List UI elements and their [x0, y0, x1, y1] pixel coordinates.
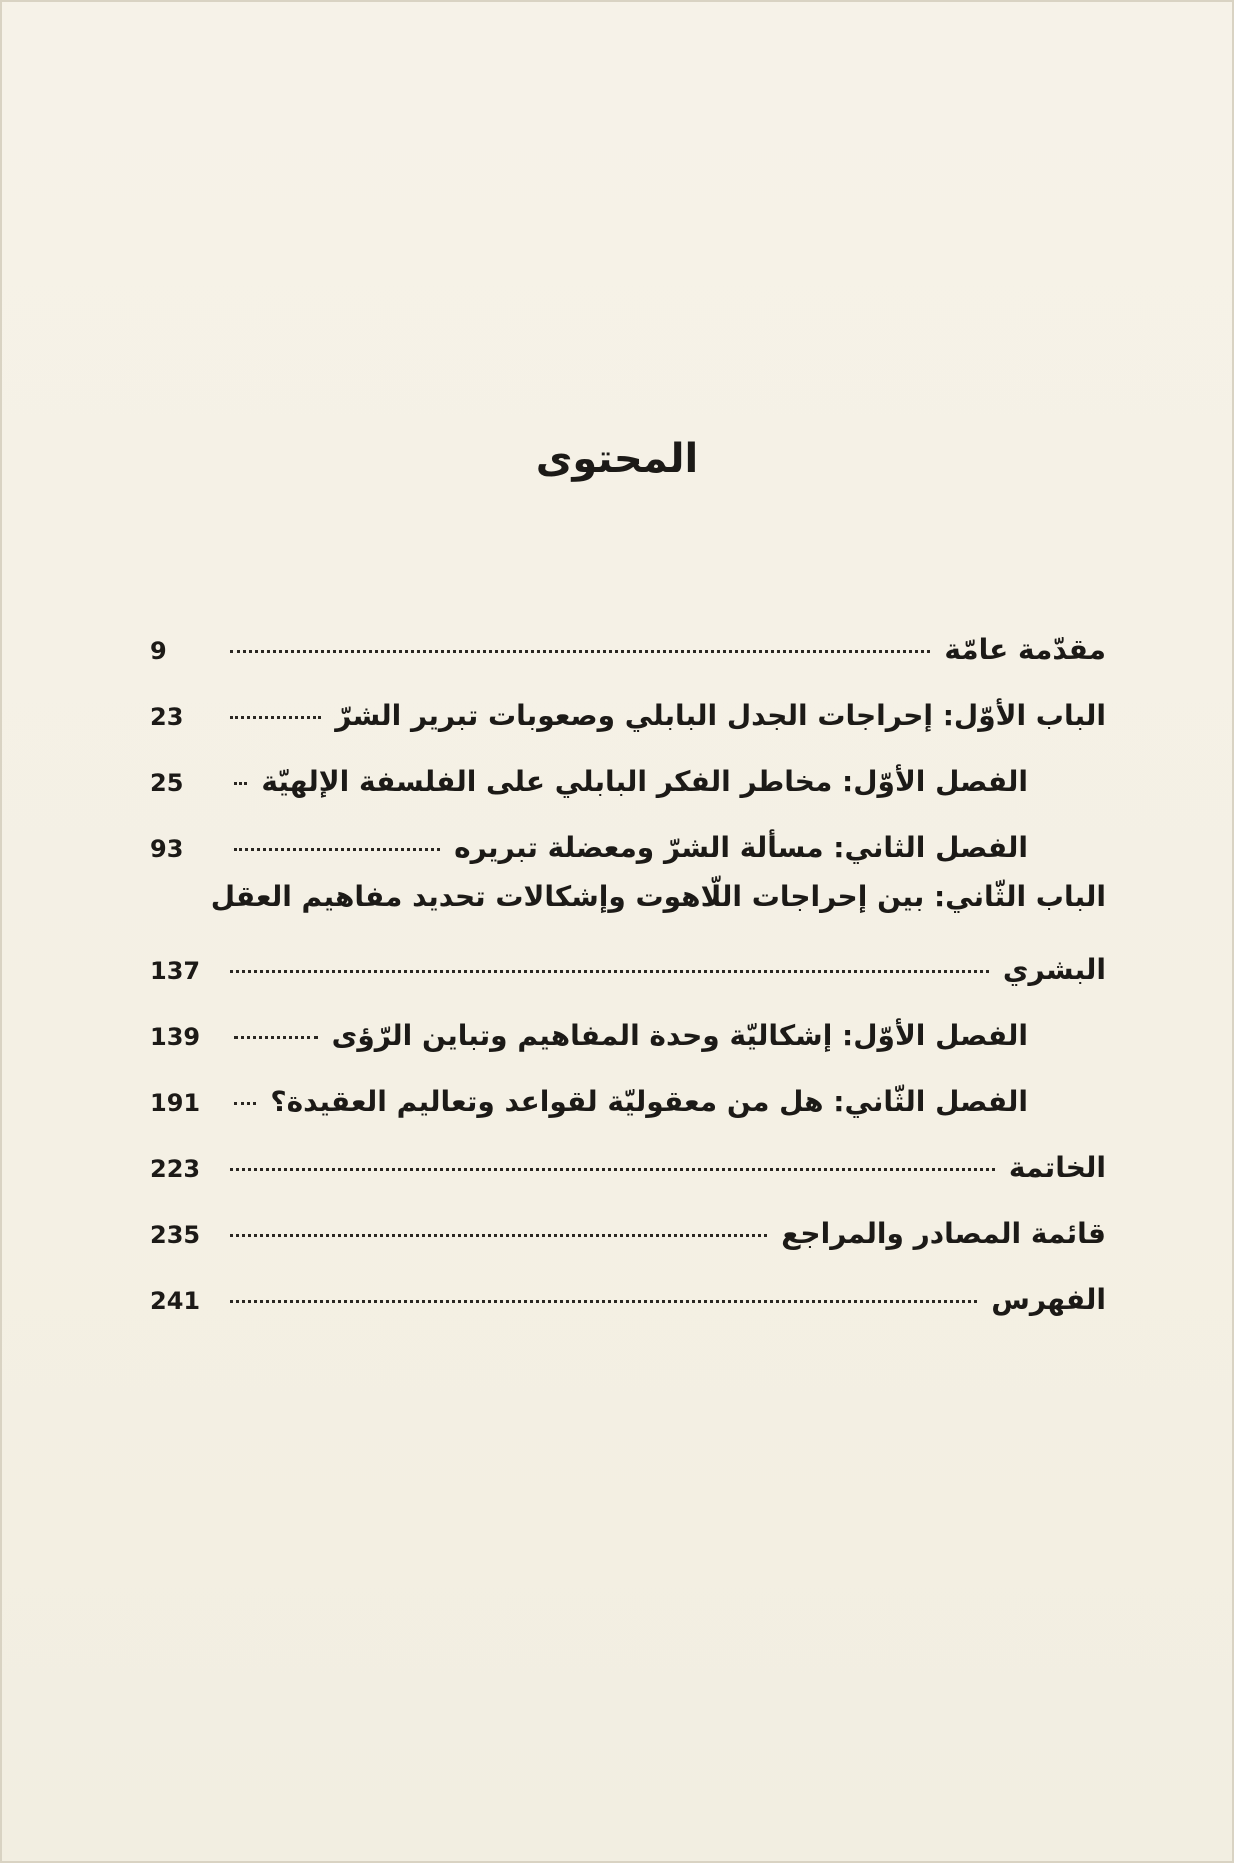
- leader-dots: [230, 650, 930, 653]
- toc-entry-label: الباب الأوّل: إحراجات الجدل البابلي وصعوبات تبرير الشرّ: [335, 699, 1106, 732]
- toc-entry[interactable]: [150, 876, 1106, 998]
- toc-subentry[interactable]: [150, 810, 1106, 876]
- toc-entry-label-continued: البشري: [1002, 953, 1106, 986]
- toc-entry-label: الفصل الثّاني: هل من معقوليّة لقواعد وتعاليم العقيدة؟: [270, 1085, 1028, 1118]
- toc-entry-label: الفصل الأوّل: إشكاليّة وحدة المفاهيم وتباين الرّؤى: [331, 1019, 1028, 1052]
- leader-dots: [234, 782, 247, 785]
- toc-entry-label: الفصل الثاني: مسألة الشرّ ومعضلة تبريره: [454, 831, 1028, 864]
- toc-entry-label: الفهرس: [991, 1283, 1106, 1316]
- toc-entry[interactable]: [150, 612, 1106, 678]
- toc-entry-label: الخاتمة: [1008, 1151, 1106, 1184]
- toc-subentry[interactable]: [150, 1064, 1106, 1130]
- toc-page-number: 235: [150, 1221, 201, 1249]
- leader-dots: [234, 1036, 318, 1039]
- leader-dots: [230, 1168, 995, 1171]
- toc-subentry[interactable]: [150, 998, 1106, 1064]
- leader-dots: [230, 970, 989, 973]
- table-of-contents: [150, 612, 1106, 1328]
- toc-page-number: 9: [150, 637, 167, 665]
- leader-dots: [230, 1234, 767, 1237]
- toc-entry[interactable]: [150, 1196, 1106, 1262]
- toc-entry-label: الفصل الأوّل: مخاطر الفكر البابلي على الفلسفة الإلهيّة: [261, 765, 1028, 798]
- leader-dots: [230, 1300, 977, 1303]
- toc-page-number: 25: [150, 769, 184, 797]
- toc-page-number: 191: [150, 1089, 201, 1117]
- toc-entry[interactable]: [150, 1130, 1106, 1196]
- toc-entry-label: الباب الثّاني: بين إحراجات اللّاهوت وإشكالات تحديد مفاهيم العقل: [210, 880, 1106, 913]
- toc-entry-label: قائمة المصادر والمراجع: [781, 1217, 1106, 1250]
- leader-dots: [234, 848, 440, 851]
- page-title: المحتوى: [535, 436, 699, 482]
- toc-page-number: 139: [150, 1023, 201, 1051]
- toc-page-number: 93: [150, 835, 184, 863]
- toc-subentry[interactable]: [150, 744, 1106, 810]
- toc-entry-label: مقدّمة عامّة: [944, 633, 1106, 666]
- toc-page-number: 241: [150, 1287, 201, 1315]
- toc-page-number: 223: [150, 1155, 201, 1183]
- leader-dots: [230, 716, 321, 719]
- toc-entry[interactable]: [150, 678, 1106, 744]
- toc-page-number: 137: [150, 957, 201, 985]
- leader-dots: [234, 1102, 256, 1105]
- toc-entry[interactable]: [150, 1262, 1106, 1328]
- toc-page-number: 23: [150, 703, 184, 731]
